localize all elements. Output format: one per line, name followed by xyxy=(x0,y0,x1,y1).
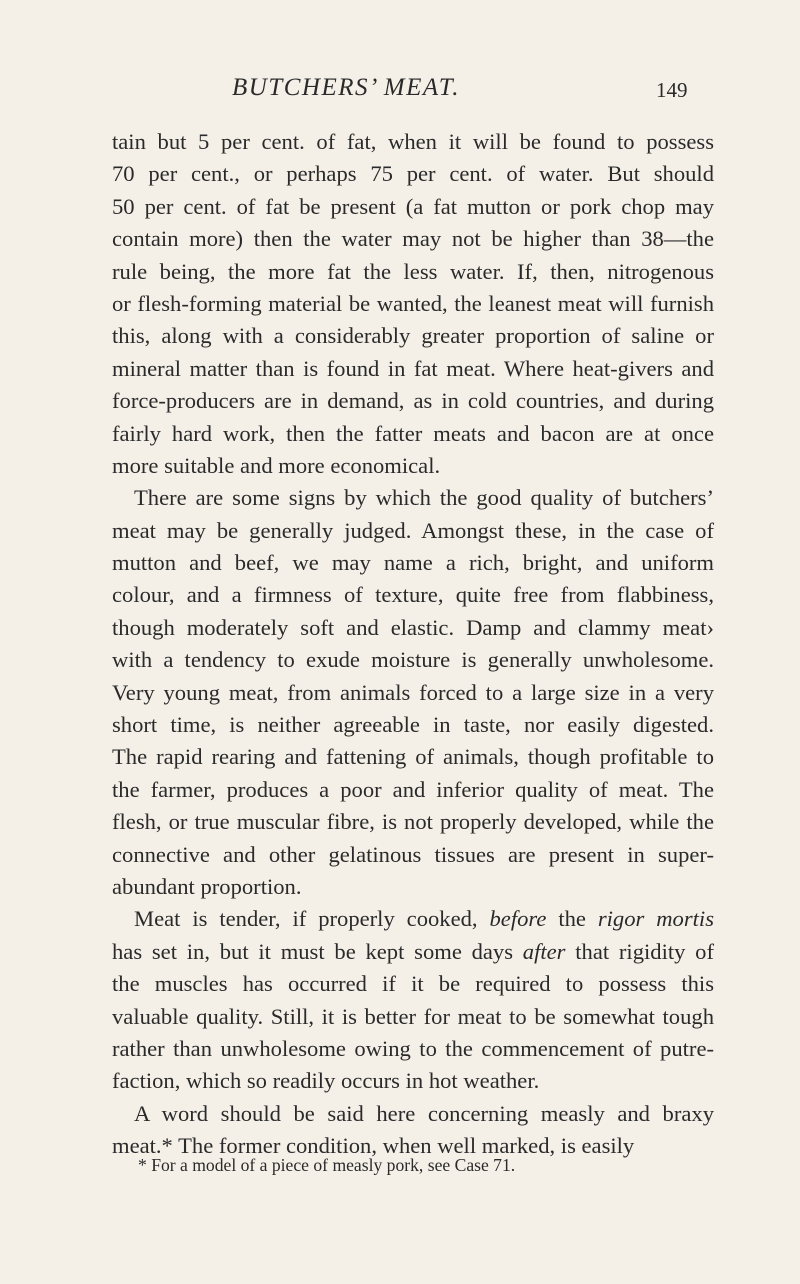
text-line: rule being, the more fat the less water. If, then, nitrogenous xyxy=(112,258,714,284)
text-line: Very young meat, from animals forced to a large size in a very xyxy=(112,679,714,705)
text-line: mutton and beef, we may name a rich, bright, and uniform xyxy=(112,550,714,576)
text-line: abundant proportion. xyxy=(112,873,302,899)
running-title: BUTCHERS’ MEAT. xyxy=(232,74,461,101)
text-segment: that rigidity of xyxy=(565,938,715,964)
text-line: or flesh-forming material be wanted, the leanest meat will furnish xyxy=(112,290,714,316)
page-header xyxy=(0,70,800,110)
text-line: contain more) then the water may not be higher than 38—the xyxy=(112,226,714,252)
text-line: force-producers are in demand, as in cold countries, and during xyxy=(112,388,714,414)
text-line: fairly hard work, then the fatter meats and bacon are at once xyxy=(112,420,714,446)
text-line: colour, and a firmness of texture, quite free from flabbiness, xyxy=(112,582,714,608)
italic-text: rigor mortis xyxy=(597,906,714,932)
text-line: valuable quality. Still, it is better for meat to be somewhat tough xyxy=(112,1003,714,1029)
text-line: more suitable and more economical. xyxy=(112,452,441,478)
text-line: meat may be generally judged. Amongst these, in the case of xyxy=(112,517,714,543)
text-line: faction, which so readily occurs in hot weather. xyxy=(112,1068,540,1094)
text-line: There are some signs by which the good quality of butchers’ xyxy=(134,485,714,511)
text-line: the muscles has occurred if it be required to possess this xyxy=(112,971,714,997)
italic-text: after xyxy=(522,938,566,964)
text-line: meat.* The former condition, when well marked, is easily xyxy=(112,1133,635,1159)
text-line: the farmer, produces a poor and inferior quality of meat. The xyxy=(112,776,714,802)
text-line: rather than unwholesome owing to the commencement of putre- xyxy=(112,1035,714,1061)
text-line: The rapid rearing and fattening of animals, though profitable to xyxy=(112,744,714,770)
text-line: short time, is neither agreeable in taste, nor easily digested. xyxy=(112,712,714,738)
text-line: flesh, or true muscular fibre, is not properly developed, while the xyxy=(112,809,714,835)
text-segment: has set in, but it must be kept some days xyxy=(112,938,523,964)
text-line xyxy=(112,903,714,935)
page-number: 149 xyxy=(656,78,688,102)
text-line xyxy=(112,936,714,968)
text-line: tain but 5 per cent. of fat, when it will be found to possess xyxy=(112,129,714,154)
footnote: * For a model of a piece of measly pork, see Case 71. xyxy=(138,1155,516,1175)
text-segment: Meat is tender, if properly cooked, xyxy=(134,906,490,932)
text-line: with a tendency to exude moisture is generally unwholesome. xyxy=(112,647,714,673)
text-line: 50 per cent. of fat be present (a fat mutton or pork chop may xyxy=(112,193,714,219)
italic-text: before xyxy=(489,906,547,932)
text-line: connective and other gelatinous tissues are present in super- xyxy=(112,841,714,867)
body-text xyxy=(112,126,714,1163)
text-line: this, along with a considerably greater proportion of saline or xyxy=(112,323,714,349)
text-line: 70 per cent., or perhaps 75 per cent. of water. But should xyxy=(112,161,714,187)
text-line: A word should be said here concerning measly and braxy xyxy=(134,1100,714,1126)
text-segment: the xyxy=(546,906,598,932)
text-line: though moderately soft and elastic. Damp and clammy meat› xyxy=(112,614,714,640)
text-line: mineral matter than is found in fat meat. Where heat-givers and xyxy=(112,355,714,381)
